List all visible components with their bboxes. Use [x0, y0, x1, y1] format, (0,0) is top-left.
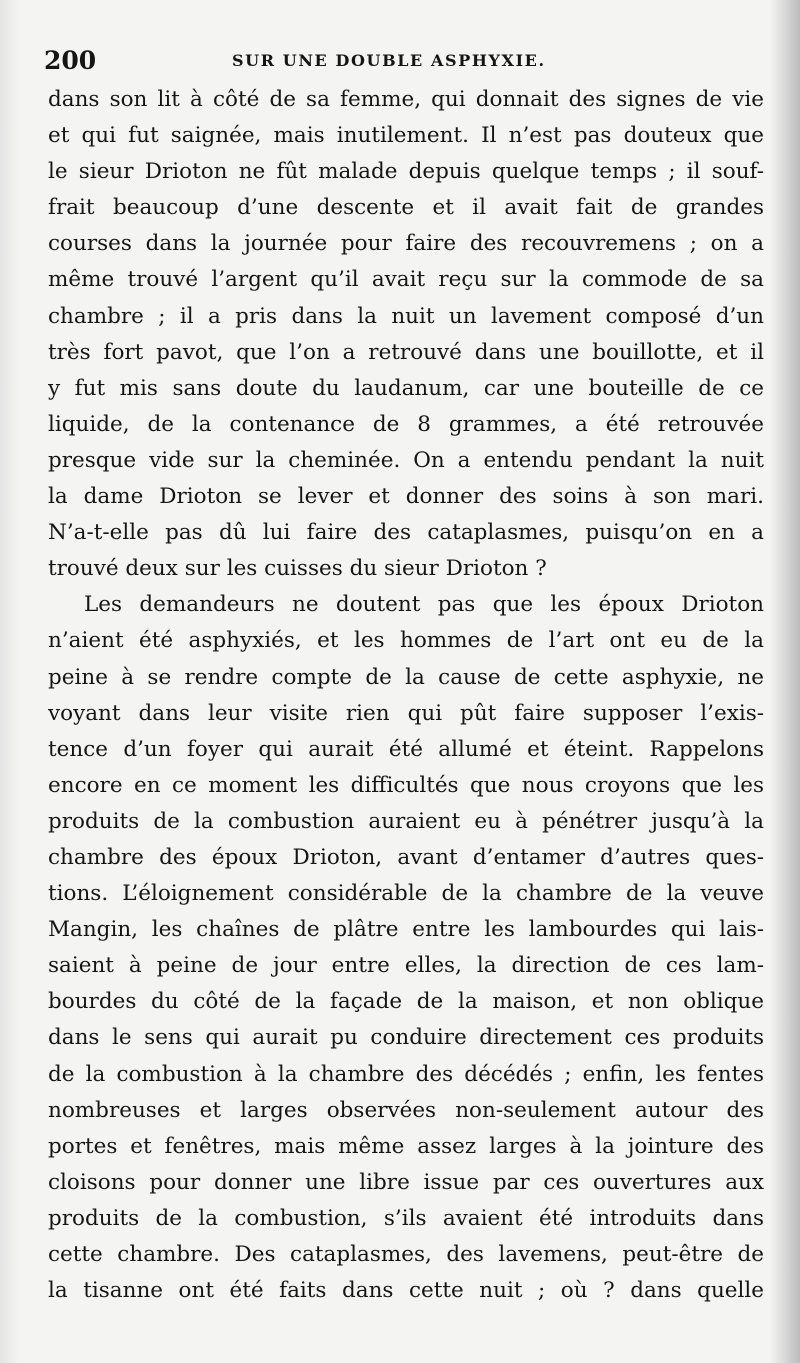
text-line: courses dans la journée pour faire des recouvremens ; on a	[48, 231, 764, 257]
text-line: très fort pavot, que l’on a retrouvé dans une bouillotte, et il	[48, 339, 764, 365]
text-line: la dame Drioton se lever et donner des soins à son mari.	[48, 484, 764, 510]
text-line: chambre ; il a pris dans la nuit un lavement composé d’un	[48, 303, 764, 329]
text-line: y fut mis sans doute du laudanum, car une bouteille de ce	[48, 375, 764, 401]
text-line: frait beaucoup d’une descente et il avait fait de grandes	[48, 195, 764, 221]
text-line: portes et fenêtres, mais même assez larges à la jointure des	[48, 1133, 764, 1159]
text-line: saient à peine de jour entre elles, la direction de ces lam-	[48, 953, 764, 979]
text-line: Mangin, les chaînes de plâtre entre les lambourdes qui lais-	[48, 917, 764, 943]
text-line: presque vide sur la cheminée. On a entendu pendant la nuit	[48, 447, 764, 473]
text-line: N’a-t-elle pas dû lui faire des cataplasmes, puisqu’on en a	[48, 520, 764, 546]
page-number: 200	[44, 46, 97, 75]
text-line: la tisanne ont été faits dans cette nuit ; où ? dans quelle	[48, 1278, 764, 1304]
text-line: produits de la combustion, s’ils avaient été introduits dans	[48, 1205, 764, 1231]
text-line: nombreuses et larges observées non-seulement autour des	[48, 1097, 764, 1123]
running-head	[44, 44, 764, 78]
text-line: cloisons pour donner une libre issue par ces ouvertures aux	[48, 1169, 764, 1195]
paragraph-start-line: Les demandeurs ne doutent pas que les époux Drioton	[84, 592, 764, 618]
page-edge-shadow	[770, 0, 800, 1363]
text-line: dans le sens qui aurait pu conduire directement ces produits	[48, 1025, 764, 1051]
body-text	[48, 82, 764, 1309]
text-line: liquide, de la contenance de 8 grammes, a été retrouvée	[48, 411, 764, 437]
page-gutter-shadow	[0, 0, 18, 1363]
text-line: bourdes du côté de la façade de la maison, et non oblique	[48, 989, 764, 1015]
text-line: produits de la combustion auraient eu à pénétrer jusqu’à la	[48, 808, 764, 834]
paragraph-end-line: trouvé deux sur les cuisses du sieur Drioton ?	[48, 556, 547, 582]
text-line: chambre des époux Drioton, avant d’entamer d’autres ques-	[48, 844, 764, 870]
text-line: cette chambre. Des cataplasmes, des lavemens, peut-être de	[48, 1242, 764, 1267]
text-line: tions. L’éloignement considérable de la chambre de la veuve	[48, 881, 764, 907]
text-line: même trouvé l’argent qu’il avait reçu sur la commode de sa	[48, 267, 764, 293]
text-line: de la combustion à la chambre des décédés ; enfin, les fentes	[48, 1061, 764, 1087]
text-line: et qui fut saignée, mais inutilement. Il n’est pas douteux que	[48, 123, 764, 149]
text-line: le sieur Drioton ne fût malade depuis quelque temps ; il souf-	[48, 159, 764, 185]
text-line: tence d’un foyer qui aurait été allumé et éteint. Rappelons	[48, 736, 764, 762]
text-line: encore en ce moment les difficultés que nous croyons que les	[48, 772, 764, 798]
text-line: dans son lit à côté de sa femme, qui donnait des signes de vie	[48, 87, 764, 112]
text-line: peine à se rendre compte de la cause de cette asphyxie, ne	[48, 664, 764, 690]
text-line: voyant dans leur visite rien qui pût faire supposer l’exis-	[48, 700, 764, 726]
running-title: SUR UNE DOUBLE ASPHYXIE.	[232, 51, 546, 70]
text-line: n’aient été asphyxiés, et les hommes de l’art ont eu de la	[48, 628, 764, 654]
